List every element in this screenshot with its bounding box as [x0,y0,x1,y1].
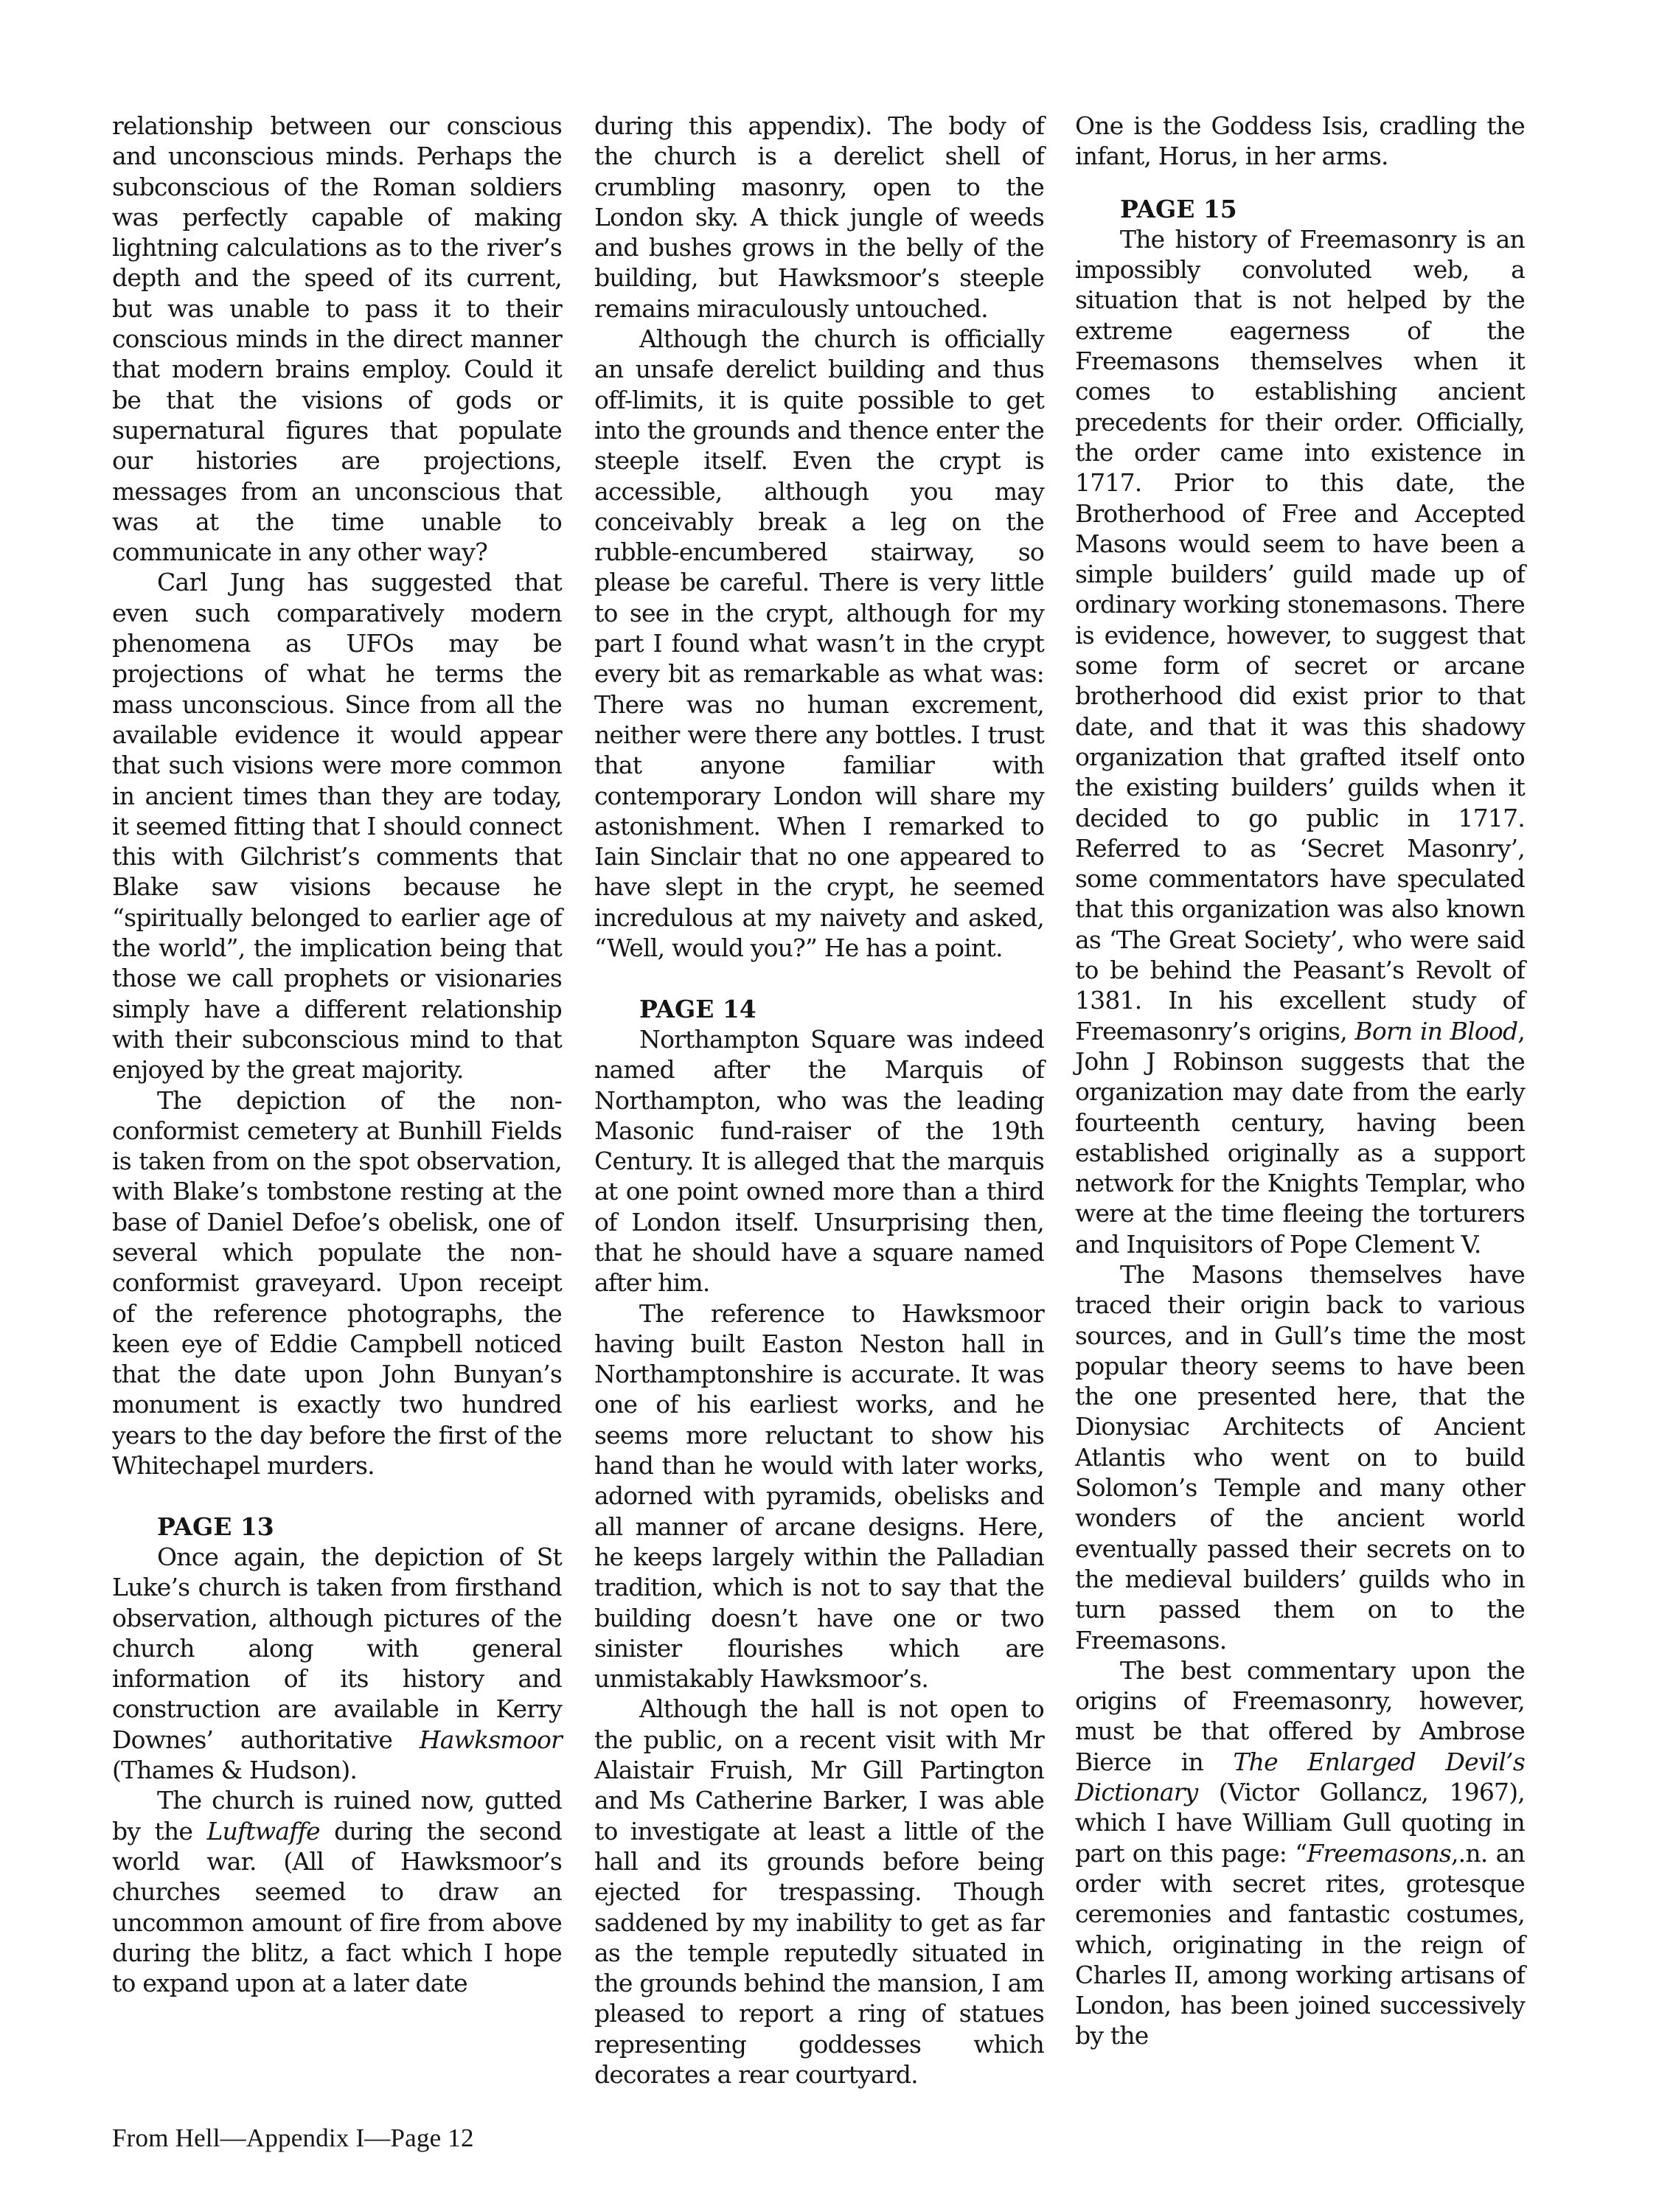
body-paragraph [594,111,1044,324]
paragraph-text: Although the church is officially an unsafe derelict building and thus off-limits, it is quite possible to get into the grounds and thence enter the steeple itself. Even the crypt is accessible, although you may conceivably break a leg on the rubble-encumbered stairway, so please be careful. There is very little to see in the crypt, although for my part I found what wasn’t in the crypt every bit as remarkable as what was: There was no human excrement, neither were there any bottles. I trust that anyone familiar with contemporary London will share my astonishment. When I remarked to Iain Sinclair that no one appeared to have slept in the crypt, he seemed incredulous at my naivety and asked, “Well, would you?” He has a point. [594,324,1044,963]
italic-title-text: Born in Blood [1354,1016,1518,1046]
page-footer: From Hell—Appendix I—Page 12 [112,2124,474,2152]
section-spacer [1075,172,1525,194]
section-spacer [112,1481,562,1511]
body-paragraph [112,1542,562,1785]
body-paragraph [112,111,562,567]
italic-title-text: Luftwaffe [206,1816,320,1846]
paragraph-text: , John J Robinson suggests that the organization may date from the early fourteenth century, having been established originally as a support network for the Knights Templar, who were at the time fleeing the torturers and Inquisitors of Pope Clement V. [1075,1016,1526,1259]
paragraph-text: The church is ruined now, gutted by the [112,1786,562,1846]
paragraph-text: during the second world war. (All of Hawksmoor’s churches seemed to draw an uncommon amount of fire from above during the blitz, a fact which I hope to expand upon at a later date [112,1816,563,1998]
body-paragraph [594,1694,1044,2090]
body-paragraph [594,1024,1044,1298]
paragraph-text: The best commentary upon the origins of Freemasonry, however, must be that offered by Ambrose Bierce in [1075,1655,1525,1776]
italic-title-text: Freemasons [1307,1838,1451,1868]
paragraph-text: Northampton Square was indeed named after the Marquis of Northampton, who was the leading Masonic fund-raiser of the 19th Century. It is alleged that the marquis at one point owned more than a third of London itself. Unsurprising then, that he should have a square named after him. [594,1024,1044,1298]
paragraph-text: ,.n. an order with secret rites, grotesque ceremonies and fantastic costumes, which, originating in the reign of Charles II, among working artisans of London, has been joined successively by the [1075,1838,1525,2051]
italic-title-text: Hawksmoor [419,1725,562,1754]
body-paragraph [1075,224,1525,1259]
text-column-3 [1075,111,1525,2072]
paragraph-text: The Masons themselves have traced their origin back to various sources, and in Gull’s time the most popular theory seems to have been the one presented here, that the Dionysiac Architects of Ancient Atlantis who went on to build Solomon’s Temple and many other wonders of the ancient world eventually passed their secrets on to the medieval builders’ guilds who in turn passed them on to the Freemasons. [1075,1259,1525,1655]
paragraph-text: Although the hall is not open to the public, on a recent visit with Mr Alaistair Fruish, Mr Gill Partington and Ms Catherine Barker, I was able to investigate at least a little of the hall and its grounds before being ejected for trespassing. Though saddened by my inability to get as far as the temple reputedly situated in the grounds behind the mansion, I am pleased to report a ring of statues representing goddesses which decorates a rear courtyard. [594,1694,1044,2089]
paragraph-text: during this appendix). The body of the church is a derelict shell of crumbling masonry, open to the London sky. A thick jungle of weeds and bushes grows in the belly of the building, but Hawksmoor’s steeple remains miraculously untouched. [594,111,1044,323]
body-paragraph [594,1298,1044,1694]
paragraph-text: (Thames & Hudson). [112,1756,358,1785]
paragraph-text: One is the Goddess Isis, cradling the infant, Horus, in her arms. [1075,111,1525,171]
body-paragraph [112,1785,562,1998]
section-heading: PAGE 13 [157,1512,274,1541]
paragraph-text: The history of Freemasonry is an impossibly convoluted web, a situation that is not helped by the extreme eagerness of the Freemasons themselves when it comes to establishing ancient precedents for their order. Officially, the order came into existence in 1717. Prior to this date, the Brotherhood of Free and Accepted Masons would seem to have been a simple builders’ guild made up of ordinary working stonemasons. There is evidence, however, to suggest that some form of secret or arcane brotherhood did exist prior to that date, and that it was this shadowy organization that grafted itself onto the existing builders’ guilds when it decided to go public in 1717. Referred to as ‘Secret Masonry’, some commentators have speculated that this organization was also known as ‘The Great Society’, who were said to be behind the Peasant’s Revolt of 1381. In his excellent study of Freemasonry’s origins, [1075,224,1525,1046]
body-paragraph [594,324,1044,963]
body-paragraph [112,567,562,1085]
paragraph-text: relationship between our conscious and unconscious minds. Perhaps the subconscious of the Roman soldiers was perfectly capable of making lightning calculations as to the river’s depth and the speed of its current, but was unable to pass it to their conscious minds in the direct manner that modern brains employ. Could it be that the visions of gods or supernatural figures that populate our histories are projections, messages from an unconscious that was at the time unable to communicate in any other way? [112,111,562,567]
body-paragraph [1075,1655,1525,2051]
section-spacer [594,963,1044,993]
section-heading: PAGE 15 [1120,194,1237,223]
text-column-1 [112,111,562,2072]
body-paragraph [112,1085,562,1481]
paragraph-text: Carl Jung has suggested that even such comparatively modern phenomena as UFOs may be projections of what he terms the mass unconscious. Since from all the available evidence it would appear that such visions were more common in ancient times than they are today, it seemed fitting that I should connect this with Gilchrist’s comments that Blake saw visions because he “spiritually belonged to earlier age of the world”, the implication being that those we call prophets or visionaries simply have a different relationship with their subconscious mind to that enjoyed by the great majority. [112,568,562,1085]
body-paragraph [1075,111,1525,172]
italic-title-text: The Enlarged Devil’s Dictionary [1075,1747,1525,1807]
paragraph-text: The depiction of the non-conformist cemetery at Bunhill Fields is taken from on the spot observation, with Blake’s tombstone resting at the base of Daniel Defoe’s obelisk, one of several which populate the non-conformist graveyard. Upon receipt of the reference photographs, the keen eye of Eddie Campbell noticed that the date upon John Bunyan’s monument is exactly two hundred years to the day before the first of the Whitechapel murders. [112,1085,562,1481]
text-column-2 [594,111,1044,2089]
body-paragraph [1075,1259,1525,1655]
paragraph-text: Once again, the depiction of St Luke’s church is taken from firsthand observation, although pictures of the church along with general information of its history and construction are available in Kerry Downes’ authoritative [112,1542,562,1754]
section-heading: PAGE 14 [639,994,757,1023]
paragraph-text: The reference to Hawksmoor having built Easton Neston hall in Northamptonshire is accurate. It was one of his earliest works, and he seems more reluctant to show his hand than he would with later works, adorned with pyramids, obelisks and all manner of arcane designs. Here, he keeps largely within the Palladian tradition, which is not to say that the building doesn’t have one or two sinister flourishes which are unmistakably Hawksmoor’s. [594,1298,1044,1694]
paragraph-text: (Victor Gollancz, 1967), which I have William Gull quoting in part on this page: “ [1075,1778,1525,1868]
